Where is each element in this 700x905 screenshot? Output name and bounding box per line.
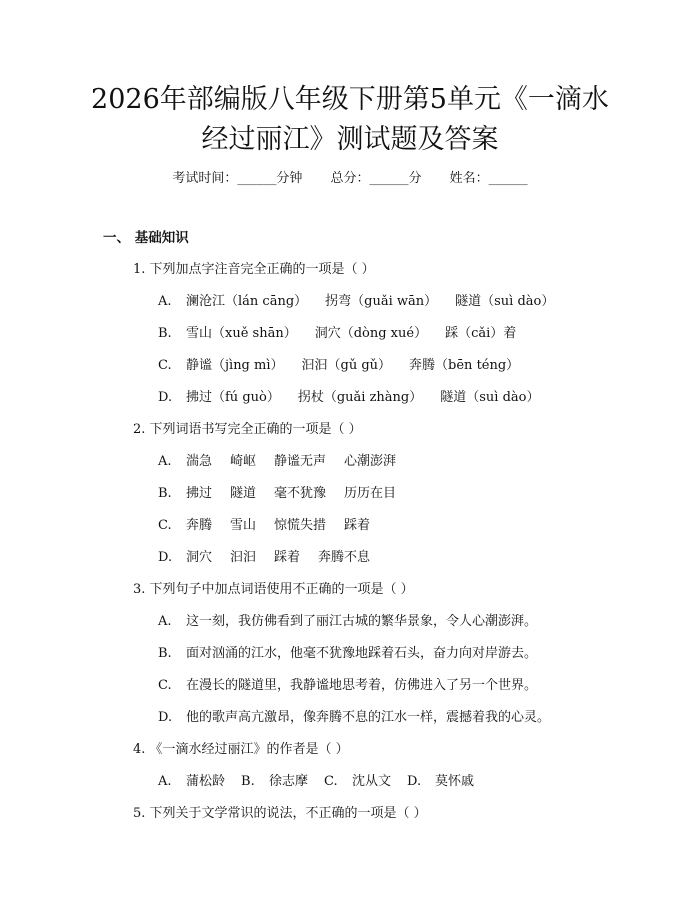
question-stem: 3. 下列句子中加点词语使用不正确的一项是（ ） (133, 582, 414, 597)
option-label: D. (158, 550, 173, 565)
option-item: 拐杖（guǎi zhàng） (297, 390, 423, 405)
option-item: 澜沧江（lán cāng） (186, 294, 308, 309)
option-item: 踩（cǎi）着 (445, 326, 517, 341)
option-item: 洞穴（dòng xué） (314, 326, 428, 341)
question-option (158, 453, 414, 471)
option-label: D. (158, 390, 173, 405)
option-item: 惊慌失措 (274, 518, 327, 533)
option-item: 静谧（jìng mì） (186, 358, 284, 373)
option-item: 雪山 (230, 518, 257, 533)
option-label: B. (158, 646, 172, 661)
exam-score: 总分：______分 (330, 171, 422, 186)
section-heading-basic: 一、 基础知识 (103, 230, 189, 246)
question-option (158, 293, 572, 311)
question-option (158, 325, 534, 343)
question-stem: 1. 下列加点字注音完全正确的一项是（ ） (133, 262, 375, 277)
question-stem: 2. 下列词语书写完全正确的一项是（ ） (133, 422, 362, 437)
question-option (158, 517, 388, 535)
option-item: 拐弯（guǎi wān） (325, 294, 438, 309)
option-item: 隧道（suì dào） (455, 294, 555, 309)
option-sentence: 他的歌声高亢激昂，像奔腾不息的江水一样，震撼着我的心灵。 (186, 710, 551, 725)
option-item: 拂过 (186, 486, 213, 501)
option-item: 蒲松龄 (186, 774, 226, 789)
option-item: 崎岖 (230, 454, 257, 469)
option-label: B. (158, 326, 172, 341)
option-item: 奔腾 (186, 518, 213, 533)
option-item: 踩着 (274, 550, 301, 565)
question-option (158, 613, 537, 631)
exam-name: 姓名：______ (449, 171, 528, 186)
option-item: 静谧无声 (274, 454, 327, 469)
option-label: D. (158, 710, 173, 725)
option-item: 隧道（suì dào） (440, 390, 540, 405)
option-label: A. (158, 294, 172, 309)
option-item: 历历在目 (344, 486, 397, 501)
option-label: A. (158, 774, 172, 789)
option-label: D. (407, 774, 422, 789)
option-sentence: 面对汹涌的江水，他毫不犹豫地踩着石头，奋力向对岸游去。 (186, 646, 538, 661)
question-stem: 4. 《一滴水经过丽江》的作者是（ ） (133, 742, 349, 757)
exam-meta (0, 170, 700, 188)
question-option-row (158, 773, 490, 791)
title-line-1: 2026年部编版八年级下册第5单元《一滴水 (91, 84, 609, 115)
option-label: C. (158, 678, 172, 693)
exam-time: 考试时间：______分钟 (172, 171, 303, 186)
option-item: 奔腾（bēn téng） (409, 358, 520, 373)
option-label: C. (158, 518, 172, 533)
document-title (0, 80, 700, 160)
option-item: 沈从文 (352, 774, 392, 789)
option-sentence: 这一刻，我仿佛看到了丽江古城的繁华景象，令人心潮澎湃。 (186, 614, 538, 629)
option-label: C. (324, 774, 338, 789)
option-sentence: 在漫长的隧道里，我静谧地思考着，仿佛进入了另一个世界。 (186, 678, 538, 693)
question-option (158, 549, 388, 567)
option-item: 汩汩 (230, 550, 257, 565)
question-option (158, 677, 537, 695)
option-item: 莫怀戚 (435, 774, 475, 789)
option-label: C. (158, 358, 172, 373)
option-item: 雪山（xuě shān） (186, 326, 297, 341)
question-option (158, 357, 537, 375)
question-option (158, 485, 414, 503)
option-item: 隧道 (230, 486, 257, 501)
question-stem: 5. 下列关于文学常识的说法，不正确的一项是（ ） (133, 806, 427, 821)
question-option (158, 389, 557, 407)
option-item: 洞穴 (186, 550, 213, 565)
option-label: B. (241, 774, 255, 789)
question-option (158, 709, 550, 727)
option-item: 汩汩（gǔ gǔ） (301, 358, 392, 373)
option-label: B. (158, 486, 172, 501)
option-label: A. (158, 454, 172, 469)
option-item: 毫不犹豫 (274, 486, 327, 501)
option-label: A. (158, 614, 172, 629)
option-item: 湍急 (186, 454, 213, 469)
title-line-2: 经过丽江》测试题及答案 (201, 124, 499, 155)
option-item: 奔腾不息 (318, 550, 371, 565)
option-item: 徐志摩 (269, 774, 309, 789)
question-option (158, 645, 537, 663)
option-item: 心潮澎湃 (344, 454, 397, 469)
option-item: 拂过（fú guò） (186, 390, 280, 405)
option-item: 踩着 (344, 518, 371, 533)
